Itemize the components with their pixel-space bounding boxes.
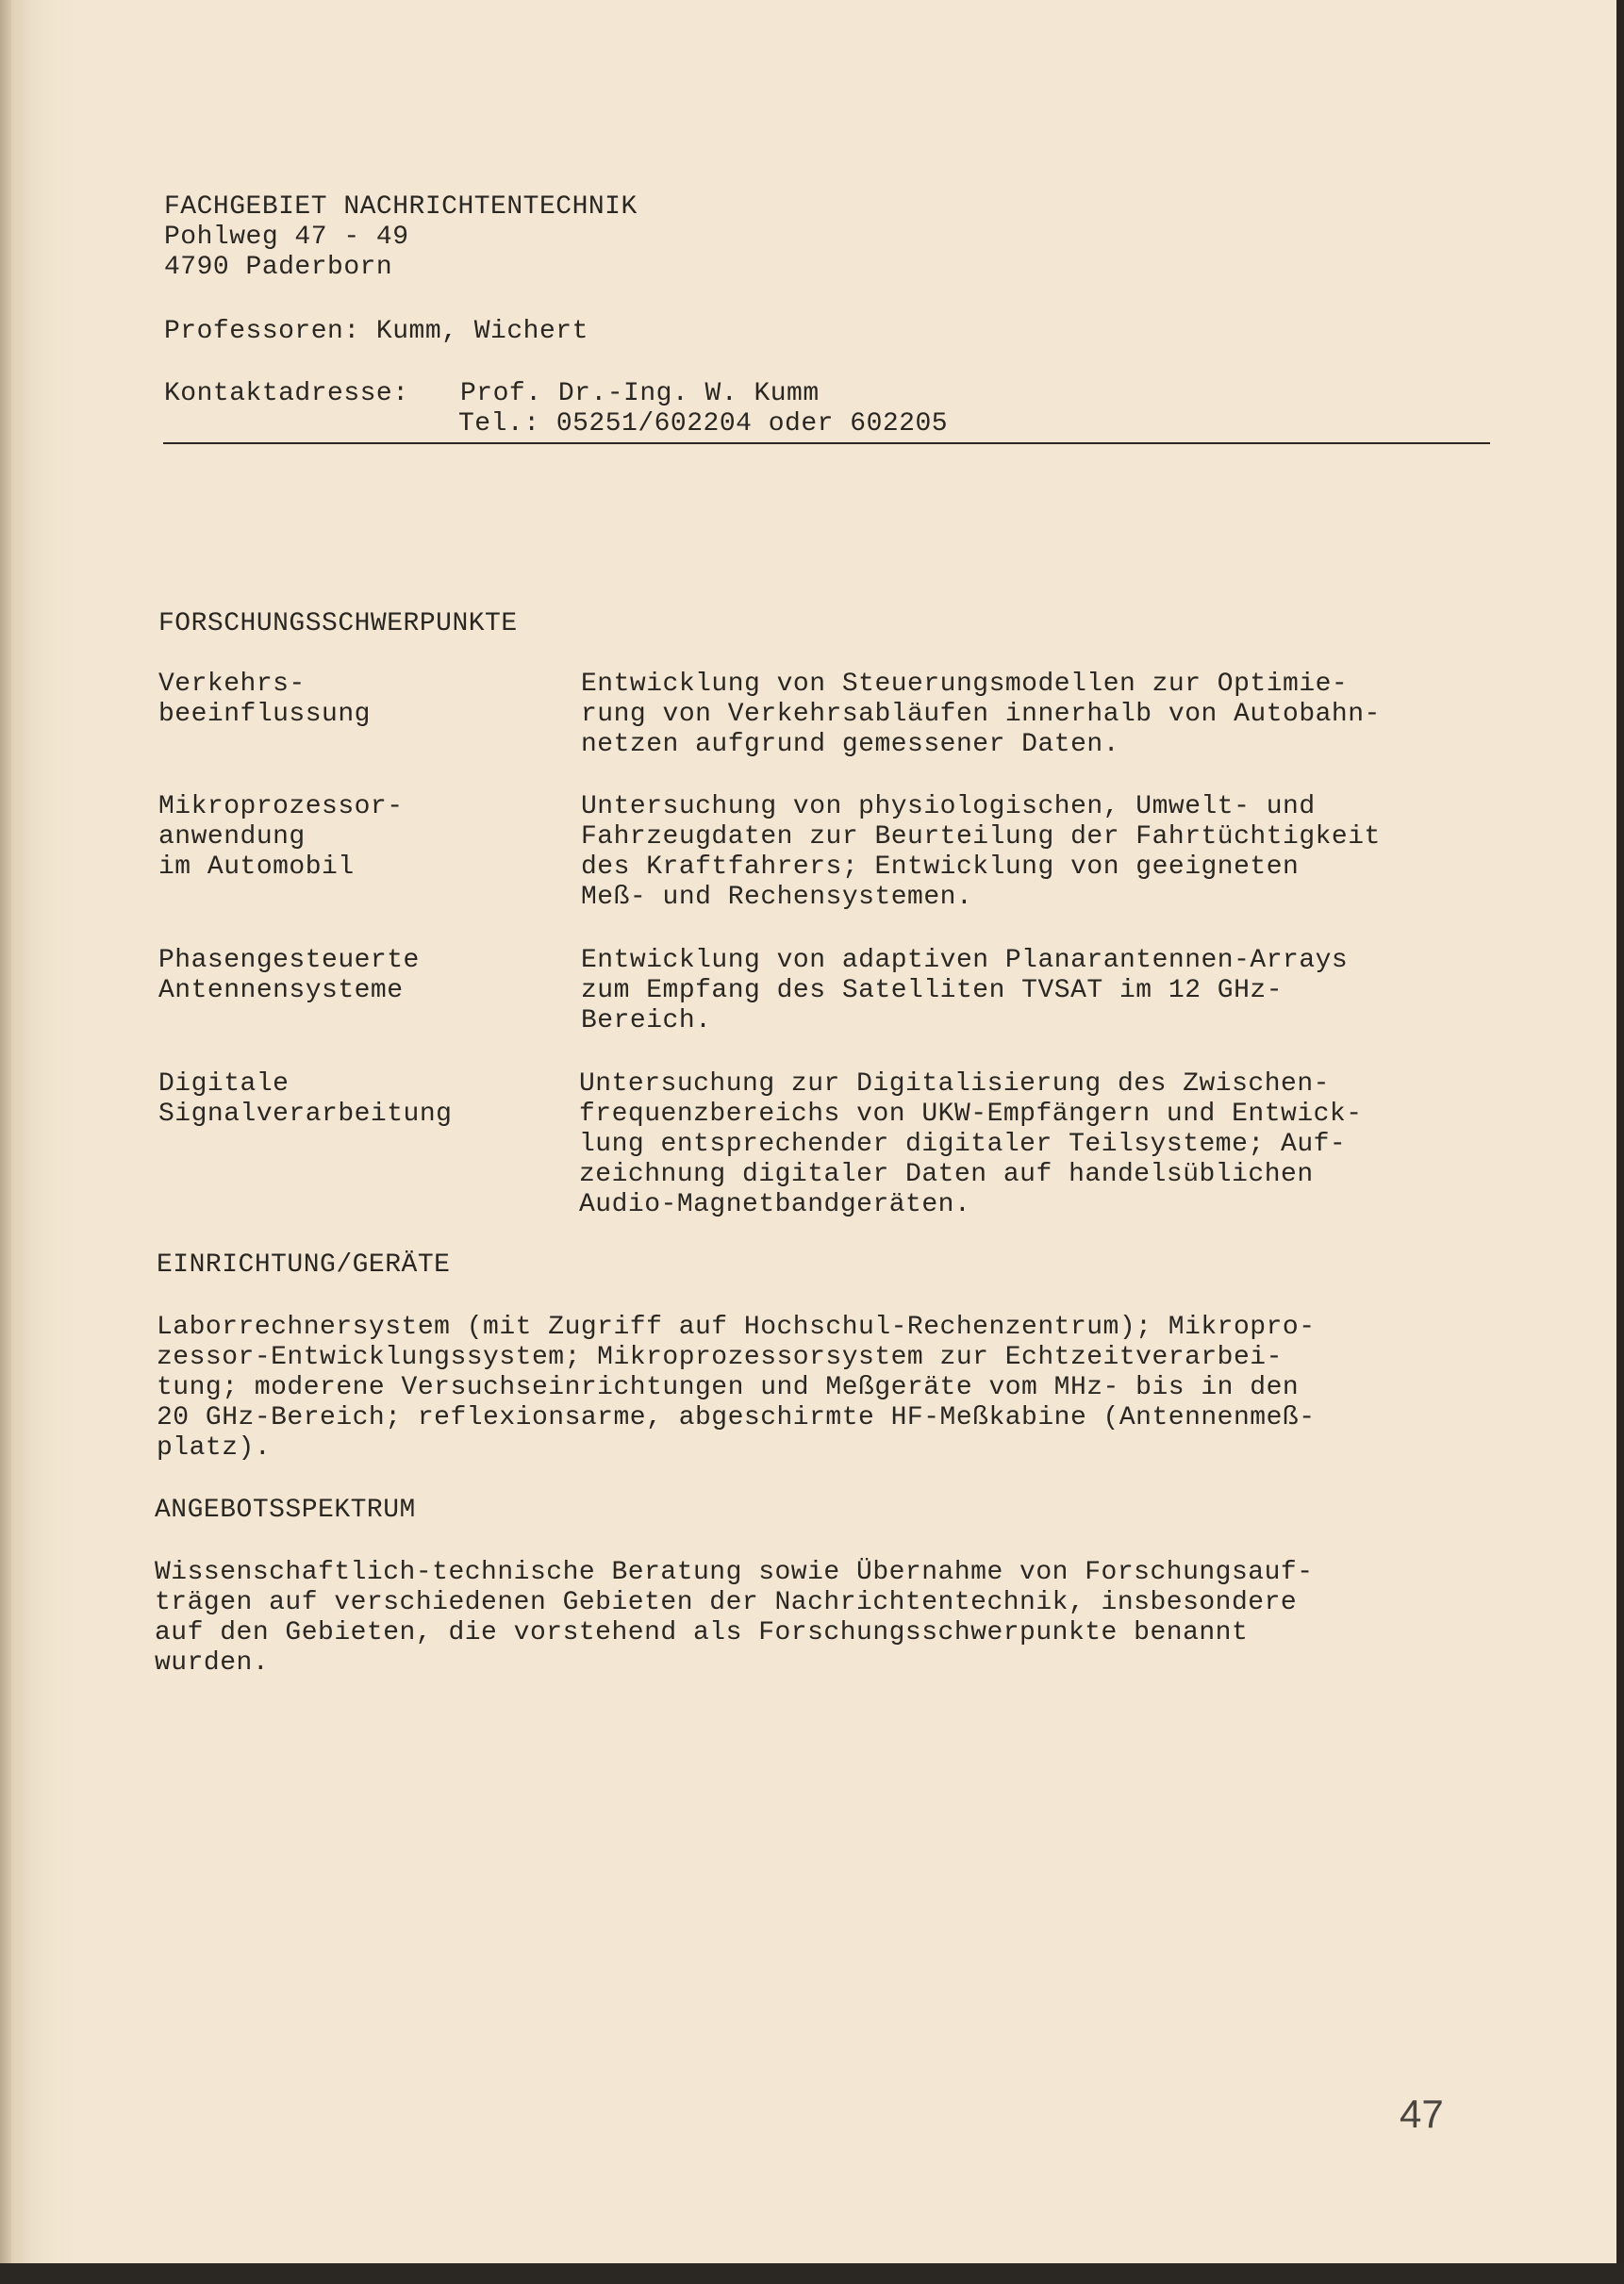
text-line: Audio-Magnetbandgeräten. (579, 1190, 971, 1219)
paragraph-line: tung; moderene Versuchseinrichtungen und Meßgeräte vom MHz- bis in den (157, 1373, 1300, 1402)
text-line: des Kraftfahrers; Entwicklung von geeigneten (581, 852, 1300, 882)
research-heading: FORSCHUNGSSCHWERPUNKTE (158, 609, 518, 638)
department-name: FACHGEBIET NACHRICHTENTECHNIK (164, 192, 638, 222)
text-line: zeichnung digitaler Daten auf handelsüblichen (579, 1160, 1314, 1189)
text-line: rung von Verkehrsabläufen innerhalb von Autobahn- (581, 700, 1381, 729)
label-line: Antennensysteme (158, 976, 404, 1005)
professors-line: Professoren: Kumm, Wichert (164, 317, 588, 346)
research-item-label (158, 1069, 452, 1130)
paragraph-line: Laborrechnersystem (mit Zugriff auf Hochschul-Rechenzentrum); Mikropro- (157, 1313, 1316, 1342)
paragraph-line: auf den Gebieten, die vorstehend als Forschungsschwerpunkte benannt (155, 1618, 1249, 1647)
text-line: netzen aufgrund gemessener Daten. (581, 730, 1119, 759)
research-item-text (579, 1069, 1363, 1220)
label-line: anwendung (158, 822, 306, 852)
research-item-text (581, 670, 1381, 760)
text-line: Entwicklung von Steuerungsmodellen zur Optimie- (581, 670, 1349, 699)
label-line: im Automobil (158, 852, 355, 882)
contact-telephone: Tel.: 05251/602204 oder 602205 (458, 409, 949, 439)
research-item-label (158, 792, 404, 883)
paragraph-line: trägen auf verschiedenen Gebieten der Nachrichtentechnik, insbesondere (155, 1588, 1298, 1617)
paragraph-line: wurden. (155, 1648, 270, 1678)
text-line: lung entsprechender digitaler Teilsysteme; Auf- (579, 1130, 1347, 1159)
text-line: Bereich. (581, 1006, 712, 1035)
page-bottom-edge (0, 2263, 1624, 2284)
paragraph-line: platz). (157, 1433, 272, 1463)
label-line: Phasengesteuerte (158, 946, 420, 975)
offer-paragraph (155, 1558, 1314, 1679)
equipment-heading: EINRICHTUNG/GERÄTE (157, 1250, 451, 1280)
research-item-label (158, 946, 420, 1006)
paragraph-line: 20 GHz-Bereich; reflexionsarme, abgeschirmte HF-Meßkabine (Antennenmeß- (157, 1403, 1316, 1432)
book-spine (0, 0, 11, 2284)
label-line: Mikroprozessor- (158, 792, 404, 821)
label-line: Signalverarbeitung (158, 1100, 453, 1129)
text-line: Untersuchung von physiologischen, Umwelt- und (581, 792, 1316, 821)
text-line: Fahrzeugdaten zur Beurteilung der Fahrtüchtigkeit (581, 822, 1381, 852)
contact-name: Prof. Dr.-Ing. W. Kumm (460, 379, 820, 408)
address-street: Pohlweg 47 - 49 (164, 223, 409, 252)
header-rule (163, 442, 1490, 444)
text-line: Untersuchung zur Digitalisierung des Zwischen- (579, 1069, 1330, 1099)
text-line: zum Empfang des Satelliten TVSAT im 12 GHz- (581, 976, 1284, 1005)
page-number: 47 (1400, 2092, 1444, 2136)
text-line: frequenzbereichs von UKW-Empfängern und Entwick- (579, 1100, 1363, 1129)
label-line: beeinflussung (158, 700, 371, 729)
research-item-text (581, 946, 1348, 1036)
contact-label: Kontaktadresse: (164, 379, 409, 408)
equipment-paragraph (157, 1313, 1316, 1464)
address-city: 4790 Paderborn (164, 253, 393, 282)
research-item-text (581, 792, 1381, 913)
paragraph-line: zessor-Entwicklungssystem; Mikroprozessorsystem zur Echtzeitverarbei- (157, 1343, 1283, 1372)
text-line: Entwicklung von adaptiven Planarantennen-Arrays (581, 946, 1349, 975)
paragraph-line: Wissenschaftlich-technische Beratung sowie Übernahme von Forschungsauf- (155, 1558, 1314, 1587)
research-item-label (158, 670, 371, 730)
text-line: Meß- und Rechensystemen. (581, 883, 973, 912)
label-line: Digitale (158, 1069, 290, 1099)
offer-heading: ANGEBOTSSPEKTRUM (155, 1496, 416, 1525)
label-line: Verkehrs- (158, 670, 306, 699)
